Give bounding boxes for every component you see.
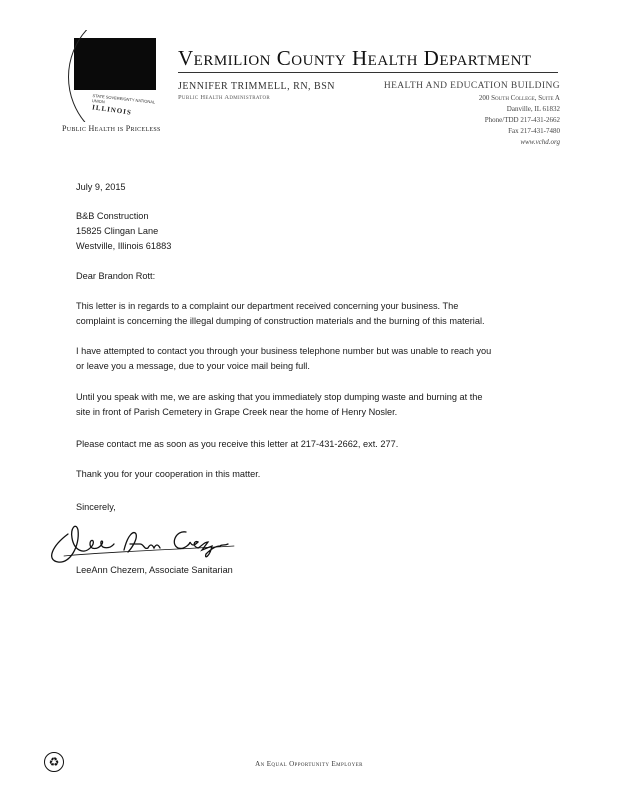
- address-phone: Phone/TDD 217-431-2662: [484, 116, 560, 124]
- address-city: Danville, IL 61832: [506, 105, 560, 113]
- administrator-name: JENNIFER TRIMMELL, RN, BSN: [178, 81, 335, 92]
- handwritten-signature: [44, 516, 244, 566]
- paragraph-line: I have attempted to contact you through your business telephone number but was unable to reach you: [76, 346, 492, 356]
- paragraph-contact-attempt: [76, 344, 491, 374]
- recycle-icon: ♻: [44, 752, 64, 772]
- paragraph-line: Until you speak with me, we are asking that you immediately stop dumping waste and burning at the: [76, 392, 483, 402]
- paragraph-line: site in front of Parish Cemetery in Grape Creek near the home of Henry Nosler.: [76, 407, 398, 417]
- seal-state: ILLINOIS: [91, 103, 133, 117]
- paragraph-contact-info: [76, 437, 398, 452]
- department-title: Vermilion County Health Department: [178, 46, 532, 70]
- address-website: www.vchd.org: [520, 138, 560, 146]
- salutation: Dear Brandon Rott:: [76, 271, 156, 281]
- paragraph-request: [76, 390, 483, 420]
- recipient-line: B&B Construction: [76, 211, 149, 221]
- header-rule: [178, 72, 558, 73]
- paragraph-complaint: [76, 299, 485, 329]
- letter-date: July 9, 2015: [76, 182, 126, 192]
- address-building: HEALTH AND EDUCATION BUILDING: [383, 81, 560, 91]
- paragraph-line: Please contact me as soon as you receive this letter at 217-431-2662, ext. 277.: [76, 439, 399, 449]
- recipient-line: 15825 Clingan Lane: [76, 226, 159, 236]
- paragraph-line: or leave you a message, due to your voice mail being full.: [76, 361, 310, 371]
- address-fax: Fax 217-431-7480: [508, 127, 560, 135]
- closing: Sincerely,: [76, 502, 116, 512]
- recipient-line: Westville, Illinois 61883: [76, 241, 172, 251]
- signer-name: LeeAnn Chezem, Associate Sanitarian: [76, 565, 233, 575]
- seal-motto: STATE SOVEREIGNTY NATIONAL UNION: [91, 93, 156, 105]
- footer-notice: An Equal Opportunity Employer: [255, 760, 363, 768]
- recipient-address: [76, 209, 171, 254]
- paragraph-thanks: [76, 467, 260, 482]
- county-seal: [62, 30, 168, 122]
- paragraph-line: complaint is concerning the illegal dumping of construction materials and the burning of this material.: [76, 316, 485, 326]
- paragraph-line: Thank you for your cooperation in this matter.: [76, 469, 261, 479]
- address-street: 200 South College, Suite A: [478, 94, 560, 102]
- tagline: Public Health is Priceless: [62, 124, 161, 133]
- paragraph-line: This letter is in regards to a complaint our department received concerning your business. The: [76, 301, 459, 311]
- administrator-title: Public Health Administrator: [178, 94, 271, 101]
